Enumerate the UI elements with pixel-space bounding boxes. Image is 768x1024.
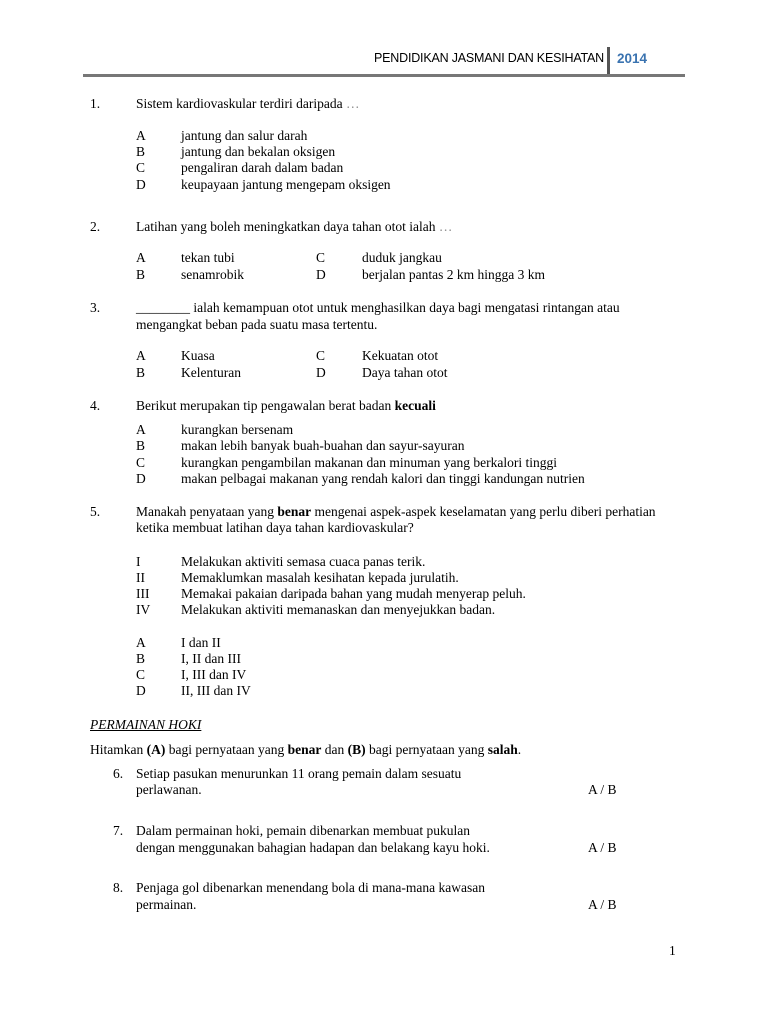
q5-opt-text: I, III dan IV	[181, 667, 247, 682]
q1-text: Sistem kardiovaskular terdiri daripada …	[136, 96, 360, 111]
q5-text-line1: Manakah penyataan yang benar mengenai aspek-aspek keselamatan yang perlu diberi perhatian	[136, 504, 656, 519]
q3-number: 3.	[90, 300, 101, 315]
item-number: 6.	[113, 766, 124, 781]
q4-opt-letter: A	[136, 422, 146, 437]
q5-statement: Memakai pakaian daripada bahan yang mudah menyerap peluh.	[181, 586, 526, 601]
q3-opt-text: Kekuatan otot	[362, 348, 439, 363]
q4-opt-letter: D	[136, 471, 146, 486]
q5-roman: I	[136, 554, 141, 569]
q5-opt-letter: A	[136, 635, 146, 650]
q3-opt-text: Kelenturan	[181, 365, 241, 380]
item-text-line2: dengan menggunakan bahagian hadapan dan belakang kayu hoki.	[136, 840, 490, 855]
q4-opt-letter: B	[136, 438, 146, 453]
q5-roman: III	[136, 586, 150, 601]
q5-opt-text: II, III dan IV	[181, 683, 251, 698]
q4-opt-text: makan lebih banyak buah-buahan dan sayur-sayuran	[181, 438, 465, 453]
q2-opt-letter: D	[316, 267, 326, 282]
q5-roman: II	[136, 570, 145, 585]
q2-opt-letter: B	[136, 267, 146, 282]
q2-opt-letter: C	[316, 250, 326, 265]
q2-opt-text: tekan tubi	[181, 250, 235, 265]
q3-opt-text: Daya tahan otot	[362, 365, 448, 380]
header-rule	[83, 74, 685, 77]
q2-opt-text: berjalan pantas 2 km hingga 3 km	[362, 267, 545, 282]
q4-opt-letter: C	[136, 455, 146, 470]
q1-opt-letter: D	[136, 177, 146, 192]
q3-opt-letter: C	[316, 348, 326, 363]
q2-opt-text: senamrobik	[181, 267, 244, 282]
q3-opt-letter: D	[316, 365, 326, 380]
q2-number: 2.	[90, 219, 101, 234]
q3-opt-letter: B	[136, 365, 146, 380]
item-number: 8.	[113, 880, 124, 895]
q4-number: 4.	[90, 398, 101, 413]
q5-opt-letter: B	[136, 651, 146, 666]
q1-opt-text: jantung dan salur darah	[181, 128, 308, 143]
item-text-line1: Penjaga gol dibenarkan menendang bola di mana-mana kawasan	[136, 880, 485, 895]
q2-opt-text: duduk jangkau	[362, 250, 442, 265]
q5-statement: Melakukan aktiviti semasa cuaca panas terik.	[181, 554, 426, 569]
q4-opt-text: kurangkan pengambilan makanan dan minuman yang berkalori tinggi	[181, 455, 558, 470]
q5-roman: IV	[136, 602, 151, 617]
item-text-line2: permainan.	[136, 897, 197, 912]
q1-opt-letter: C	[136, 160, 146, 175]
q3-opt-text: Kuasa	[181, 348, 215, 363]
q2-text: Latihan yang boleh meningkatkan daya tahan otot ialah …	[136, 219, 453, 234]
q1-opt-letter: A	[136, 128, 146, 143]
answer-option[interactable]: A / B	[588, 782, 617, 797]
section-title: PERMAINAN HOKI	[90, 717, 202, 732]
answer-option[interactable]: A / B	[588, 897, 617, 912]
q4-opt-text: kurangkan bersenam	[181, 422, 294, 437]
q5-number: 5.	[90, 504, 101, 519]
item-text-line2: perlawanan.	[136, 782, 202, 797]
header-title: PENDIDIKAN JASMANI DAN KESIHATAN	[374, 51, 604, 65]
header-year: 2014	[617, 51, 648, 66]
q2-opt-letter: A	[136, 250, 146, 265]
q1-opt-text: pengaliran darah dalam badan	[181, 160, 344, 175]
q3-text-line2: mengangkat beban pada suatu masa tertentu.	[136, 317, 378, 332]
answer-option[interactable]: A / B	[588, 840, 617, 855]
q5-opt-letter: C	[136, 667, 146, 682]
item-text-line1: Setiap pasukan menurunkan 11 orang pemain dalam sesuatu	[136, 766, 462, 781]
q4-text: Berikut merupakan tip pengawalan berat badan kecuali	[136, 398, 436, 413]
q1-opt-text: jantung dan bekalan oksigen	[181, 144, 336, 159]
page-number: 1	[669, 943, 676, 958]
q3-opt-letter: A	[136, 348, 146, 363]
section-instruction: Hitamkan (A) bagi pernyataan yang benar dan (B) bagi pernyataan yang salah.	[90, 742, 522, 757]
item-text-line1: Dalam permainan hoki, pemain dibenarkan membuat pukulan	[136, 823, 471, 838]
q1-number: 1.	[90, 96, 101, 111]
q5-opt-letter: D	[136, 683, 146, 698]
q4-opt-text: makan pelbagai makanan yang rendah kalori dan tinggi kandungan nutrien	[181, 471, 585, 486]
q5-statement: Memaklumkan masalah kesihatan kepada jurulatih.	[181, 570, 459, 585]
q1-opt-text: keupayaan jantung mengepam oksigen	[181, 177, 391, 192]
q1-opt-letter: B	[136, 144, 146, 159]
q5-statement: Melakukan aktiviti memanaskan dan menyejukkan badan.	[181, 602, 496, 617]
header-divider	[607, 47, 610, 75]
q3-text-line1: ________ ialah kemampuan otot untuk menghasilkan daya bagi mengatasi rintangan atau	[136, 300, 620, 315]
q5-opt-text: I dan II	[181, 635, 221, 650]
q5-text-line2: ketika membuat latihan daya tahan kardiovaskular?	[136, 520, 414, 535]
item-number: 7.	[113, 823, 124, 838]
q5-opt-text: I, II dan III	[181, 651, 241, 666]
